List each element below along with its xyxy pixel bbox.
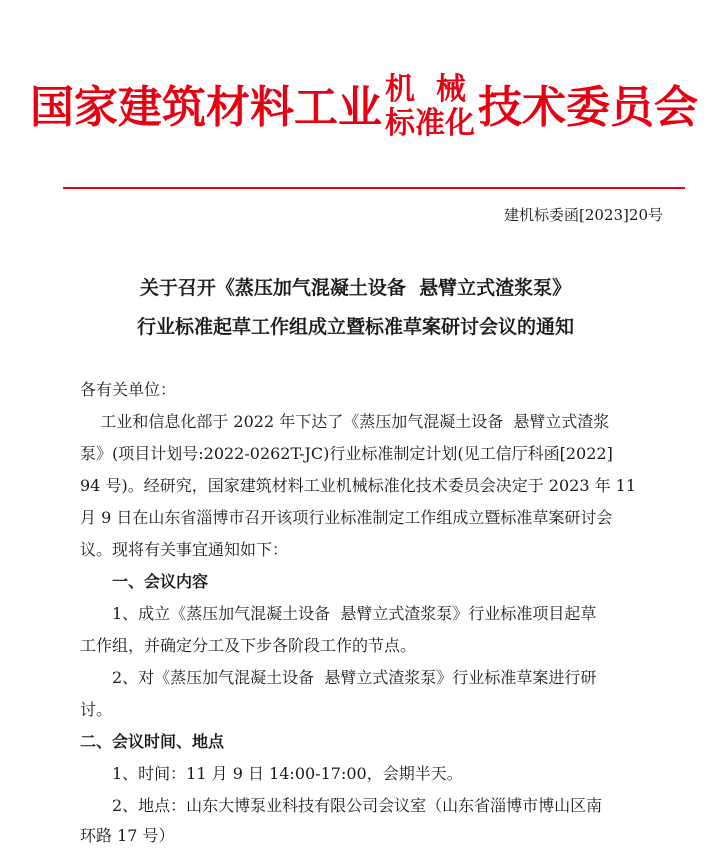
letterhead-org-name-right: 技术委员会 bbox=[478, 82, 698, 133]
section-1-line-1: 1、成立《蒸压加气混凝土设备 悬臂立式渣浆泵》行业标准项目起草 bbox=[112, 604, 597, 623]
section-2-line-1: 1、时间：11 月 9 日 14:00-17:00，会期半天。 bbox=[112, 764, 463, 783]
body-line-5: 议。现将有关事宜通知如下： bbox=[80, 540, 289, 559]
letterhead-stack-top: 机 械 bbox=[385, 72, 466, 107]
title-line-2: 行业标准起草工作组成立暨标准草案研讨会议的通知 bbox=[136, 316, 574, 338]
salutation: 各有关单位： bbox=[80, 380, 177, 399]
section-1-line-3: 2、对《蒸压加气混凝土设备 悬臂立式渣浆泵》行业标准草案进行研 bbox=[112, 668, 597, 687]
body-line-4: 月 9 日在山东省淄博市召开该项行业标准制定工作组成立暨标准草案研讨会 bbox=[80, 508, 613, 527]
document-number: 建机标委函[2023]20号 bbox=[504, 206, 663, 224]
section-2-line-2: 2、地点：山东大博泵业科技有限公司会议室（山东省淄博市博山区南 bbox=[112, 796, 603, 815]
section-2-heading: 二、会议时间、地点 bbox=[80, 732, 225, 751]
section-1-line-2: 工作组，并确定分工及下步各阶段工作的节点。 bbox=[80, 636, 417, 655]
letterhead-stack-bottom: 标准化 bbox=[385, 106, 475, 141]
letterhead-stacked-text bbox=[385, 73, 475, 141]
body-line-2: 泵》(项目计划号:2022-0262T-JC)行业标准制定计划(见工信厅科函[2022] bbox=[80, 444, 613, 463]
title-line-1: 关于召开《蒸压加气混凝土设备 悬臂立式渣浆泵》 bbox=[139, 277, 572, 299]
body-line-3: 94 号)。经研究，国家建筑材料工业机械标准化技术委员会决定于 2023 年 11 bbox=[80, 476, 637, 495]
section-1-heading: 一、会议内容 bbox=[112, 572, 209, 591]
section-1-line-4: 讨。 bbox=[80, 700, 113, 719]
section-2-line-3: 环路 17 号） bbox=[80, 826, 175, 845]
letterhead-divider bbox=[63, 187, 685, 189]
body-line-1: 工业和信息化部于 2022 年下达了《蒸压加气混凝土设备 悬臂立式渣浆 bbox=[80, 412, 610, 431]
letterhead-org-name-left: 国家建筑材料工业 bbox=[30, 82, 382, 133]
